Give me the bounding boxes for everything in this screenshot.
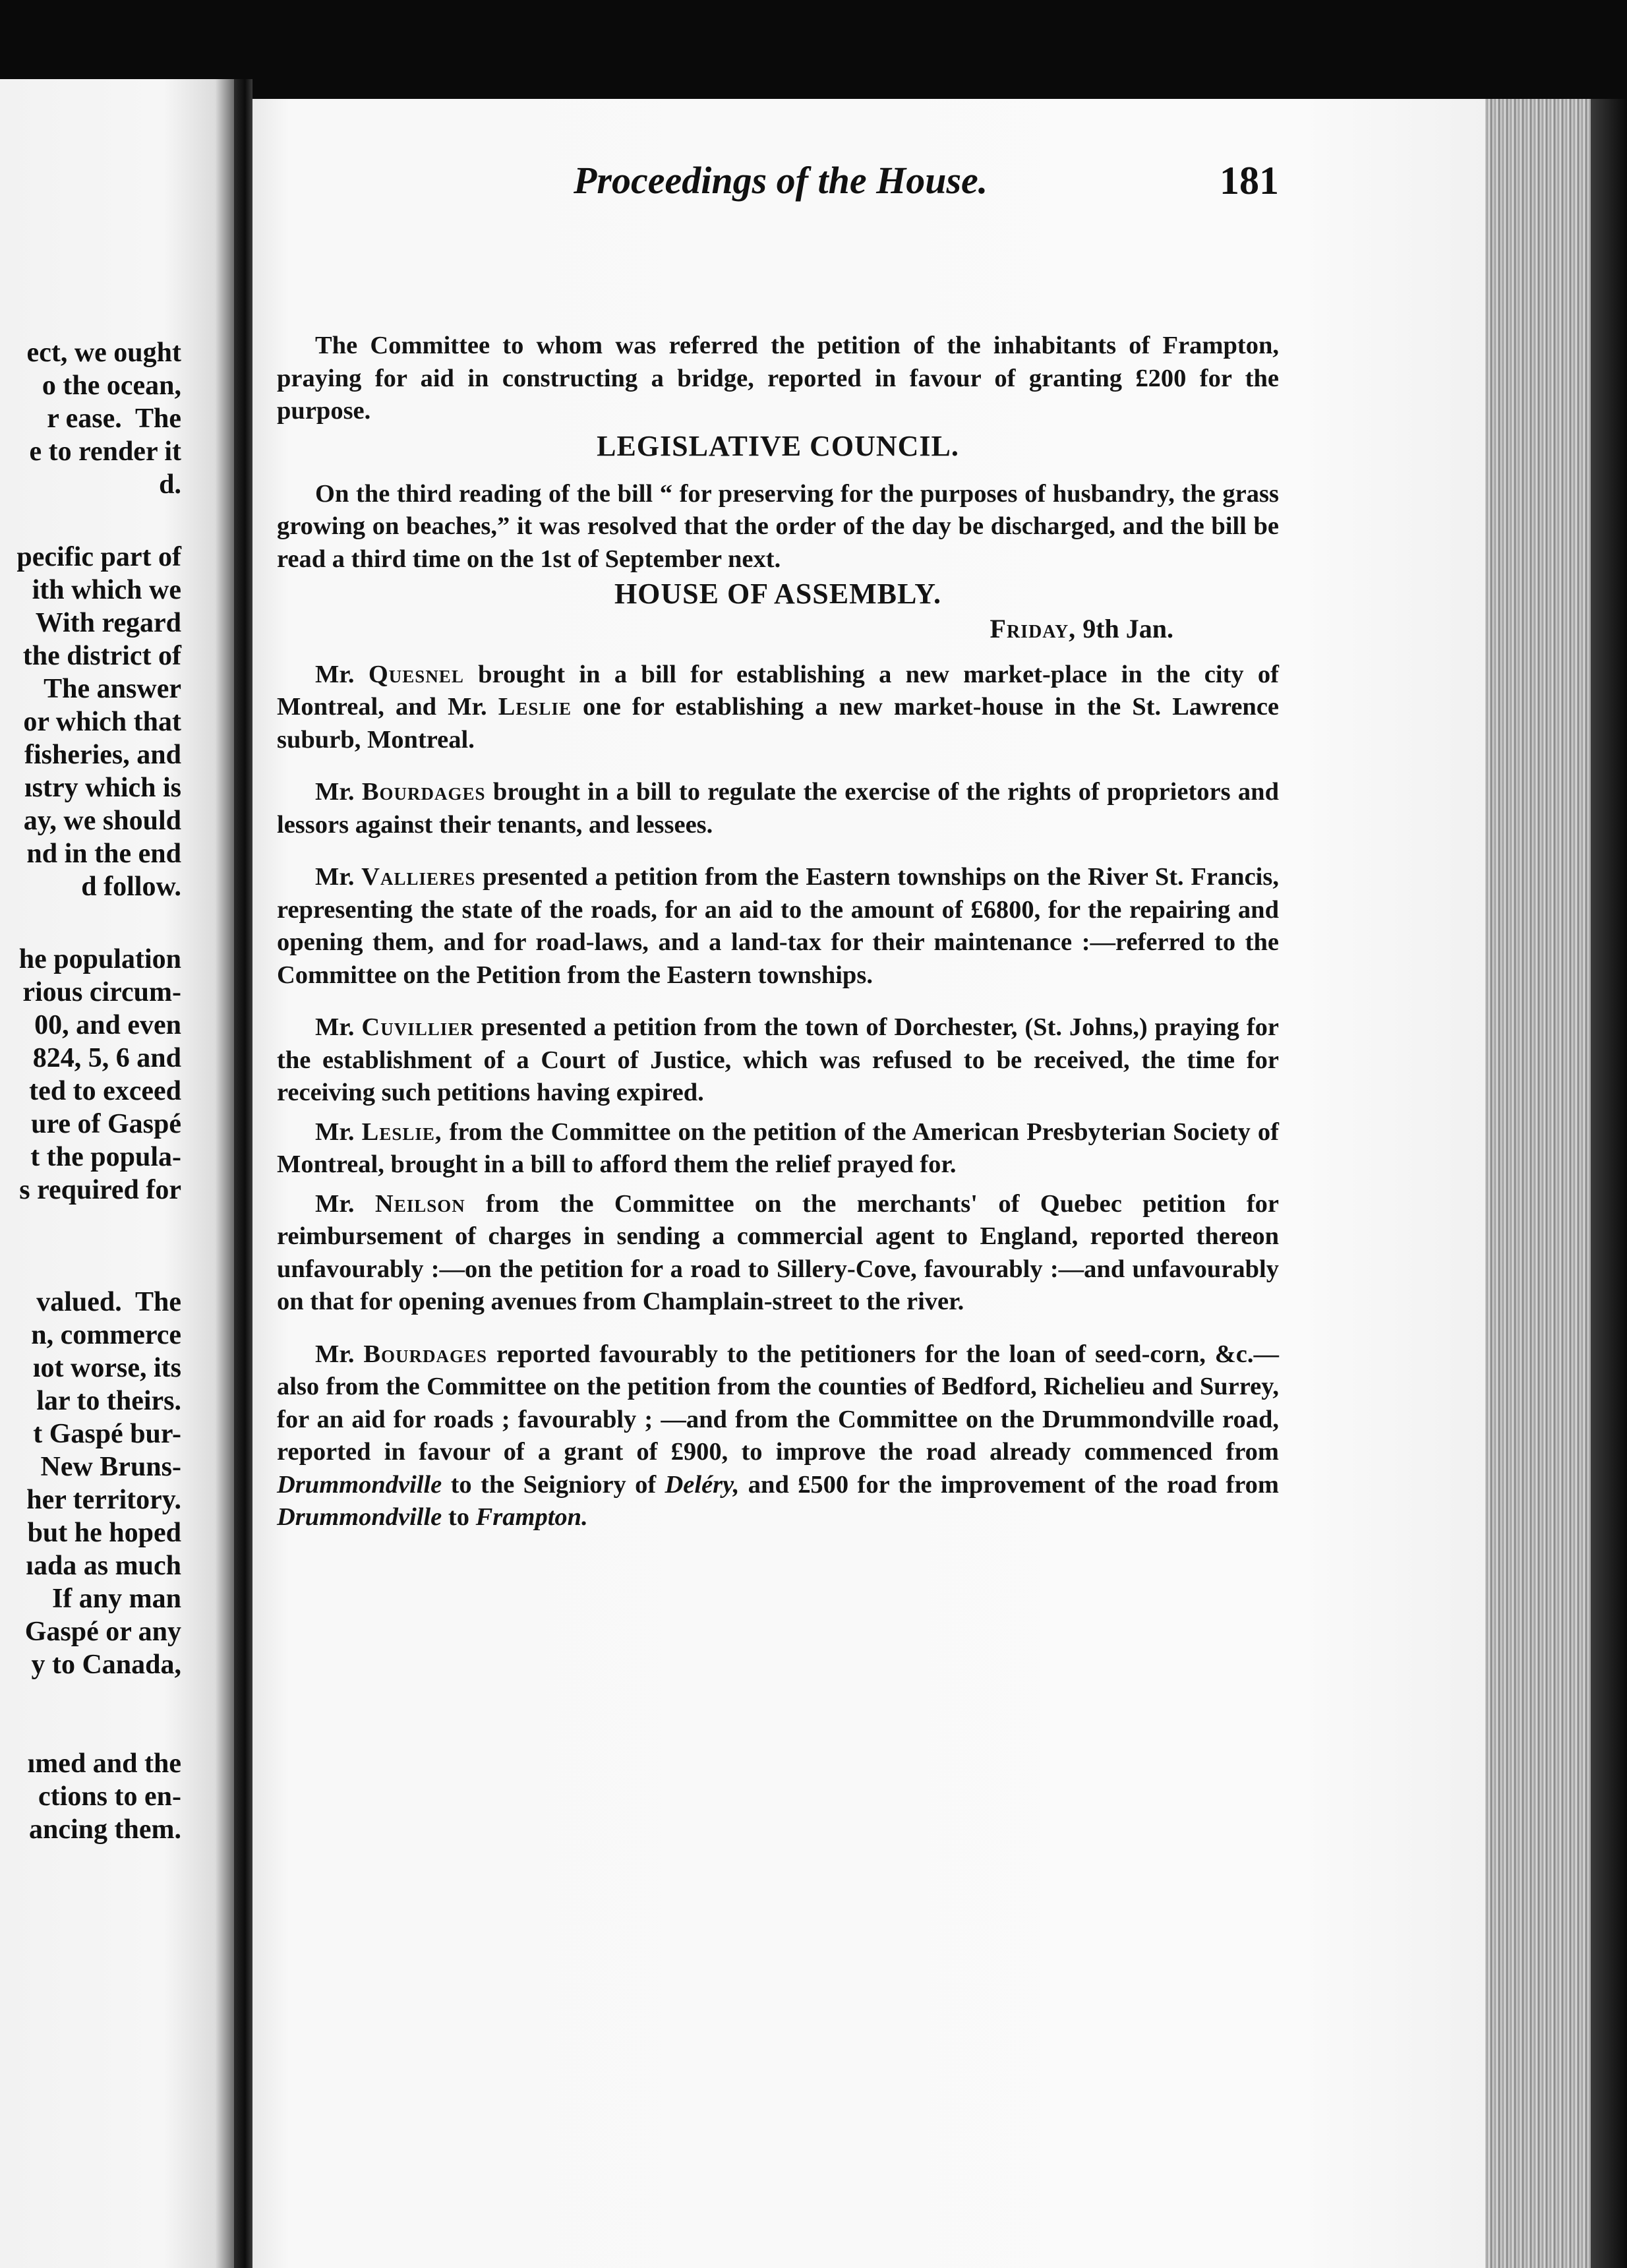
paragraph: On the third reading of the bill “ for preserving for the purposes of husbandry, the grass growing on beaches,” it was resolved that the order of the day be discharged, and the bill be read a third time on the 1st of September next. <box>277 479 1279 573</box>
text: Mr. <box>315 778 362 806</box>
left-page-fragment-line: her territory. <box>26 1485 181 1515</box>
left-page-fragment-line: ımed and the <box>27 1748 181 1779</box>
text: Mr. <box>315 1118 362 1146</box>
left-page-fragment-line: n, commerce <box>31 1320 181 1350</box>
text: from the Committee on the petition of the American Presbyterian Society of Montreal, brought in a bill to afford them the relief prayed for. <box>277 1118 1279 1178</box>
left-page-fragment-line: ancing them. <box>29 1814 181 1845</box>
paragraph <box>277 1116 1279 1181</box>
place-name: Drummondville <box>277 1503 442 1531</box>
speaker-name: Leslie, <box>361 1118 442 1146</box>
paragraph <box>277 1011 1279 1110</box>
left-page <box>0 79 234 2268</box>
speaker-name: Bourdages <box>363 1340 488 1368</box>
text: Mr. <box>315 863 362 891</box>
running-head: Proceedings of the House. <box>574 159 988 202</box>
paragraph: The Committee to whom was referred the petition of the inhabitants of Frampton, praying for aid in constructing a bridge, reported in favour of granting £200 for the purpose. <box>277 332 1279 425</box>
left-page-fragment-line: but he hoped <box>27 1518 181 1548</box>
text: Mr. <box>315 1189 375 1218</box>
text: presented a petition from the Eastern townships on the River St. Francis, representing the state of the roads, for an aid to the amount of £6800, for the repairing and opening them, and for road-laws, and a land-tax for their maintenance :—referred to the Committee on the Petition from the Eastern townships. <box>277 863 1279 989</box>
section-heading: LEGISLATIVE COUNCIL. <box>597 429 959 462</box>
left-page-fragment-line: lar to theirs. <box>36 1386 181 1416</box>
left-page-fragment-line: The answer <box>44 674 181 704</box>
speaker-name: Cuvillier <box>361 1013 474 1041</box>
date-day: Friday, <box>990 614 1077 643</box>
text: Mr. <box>315 660 369 688</box>
text: Mr. <box>315 1013 362 1041</box>
speaker-name: Leslie <box>498 693 572 721</box>
book-gutter <box>234 79 252 2268</box>
left-page-fragment-line: he population <box>18 944 181 974</box>
left-page-fragment-line: y to Canada, <box>31 1650 181 1680</box>
paragraph <box>277 861 1279 992</box>
text: to the Seigniory of <box>442 1470 665 1499</box>
left-page-fragment-line: ctions to en- <box>38 1781 181 1812</box>
text: and £500 for the improvement of the road from <box>739 1470 1279 1499</box>
text: brought in a bill to regulate the exercise of the rights of proprietors and lessors against their tenants, and lessees. <box>277 778 1279 839</box>
text: reported favourably to the petitioners for the loan of seed-corn, &c.—also from the Committee on the petition from the counties of Bedford, Richelieu and Surrey, for an aid for roads ; favourably ; —and from the Committee on the Drummondville road, reported in favour of a grant of £900, to improve the road already commenced from <box>277 1340 1279 1466</box>
date-text: 9th Jan. <box>1076 614 1173 643</box>
page-header <box>316 158 1279 211</box>
speaker-name: Bourdages <box>361 778 486 806</box>
left-page-fragment-line: ıot worse, its <box>32 1353 181 1383</box>
left-page-fragment-block <box>16 541 181 903</box>
page-number: 181 <box>1220 159 1279 202</box>
paragraph <box>277 659 1279 757</box>
paragraph <box>277 1338 1279 1534</box>
place-name: Deléry, <box>665 1470 740 1499</box>
left-page-fragment-line: d. <box>159 469 181 500</box>
left-page-fragment-line: New Bruns- <box>40 1452 181 1482</box>
left-page-fragment-line: ted to exceed <box>29 1076 181 1106</box>
left-page-fragment-line: With regard <box>35 608 181 638</box>
left-page-fragment-line: the district of <box>22 641 181 671</box>
left-page-fragment-block <box>25 1286 181 1681</box>
speaker-name: Quesnel <box>368 660 464 688</box>
text: from the Committee on the merchants' of Quebec petition for reimbursement of charges in sending a commercial agent to England, reported thereon unfavourably :—on the petition for a road to Sillery-Cove, favourably :—and unfavourably on that for opening avenues from Champlain-street to the river. <box>277 1189 1279 1315</box>
book-edge-shadow <box>1591 99 1627 2268</box>
left-page-fragment-line: valued. The <box>36 1287 181 1317</box>
left-page-fragment-line: ay, we should <box>23 806 181 836</box>
speaker-name: Vallieres <box>361 863 476 891</box>
left-page-fragment-line: ect, we ought <box>26 338 181 368</box>
left-page-fragment-block <box>19 943 181 1207</box>
section-heading: HOUSE OF ASSEMBLY. <box>614 578 942 610</box>
text: brought in a bill for establishing a new market-place in the city of Montreal, and Mr. <box>277 660 1279 721</box>
page-body <box>277 330 1279 1534</box>
page-edges <box>1485 99 1591 2268</box>
speaker-name: Neilson <box>374 1189 465 1218</box>
left-page-fragment-line: Gaspé or any <box>24 1617 181 1647</box>
left-page-fragment-line: o the ocean, <box>42 371 181 401</box>
place-name: Frampton. <box>475 1503 588 1531</box>
date-line <box>277 612 1279 645</box>
text: to <box>442 1503 476 1531</box>
left-page-fragment-block <box>27 336 181 501</box>
left-page-fragment-line: ıada as much <box>26 1551 181 1581</box>
left-page-fragment-line: 00, and even <box>34 1010 181 1040</box>
text: one for establishing a new market-house in the St. Lawrence suburb, Montreal. <box>277 693 1280 754</box>
text: presented a petition from the town of Dorchester, (St. Johns,) praying for the establishment of a Court of Justice, which was refused to be received, the time for receiving such petitions having expired. <box>277 1013 1279 1106</box>
left-page-fragment-line: pecific part of <box>16 542 181 572</box>
left-page-fragment-line: or which that <box>23 707 181 737</box>
left-page-fragment-line: e to render it <box>29 436 181 467</box>
paragraph <box>277 776 1279 841</box>
left-page-fragment-line: s required for <box>19 1175 181 1205</box>
left-page-fragment-line: t Gaspé bur- <box>33 1419 181 1449</box>
left-page-fragment-block <box>28 1747 181 1846</box>
left-page-fragment-line: If any man <box>51 1584 181 1614</box>
left-page-fragment-line: d follow. <box>81 872 181 902</box>
place-name: Drummondville <box>277 1470 442 1499</box>
text: Mr. <box>315 1340 364 1368</box>
paragraph <box>277 1188 1279 1319</box>
left-page-fragment-line: rious circum- <box>22 977 181 1007</box>
left-page-fragment-line: nd in the end <box>26 839 181 869</box>
left-page-fragment-line: r ease. The <box>47 403 181 434</box>
left-page-fragment-line: fisheries, and <box>24 740 181 770</box>
left-page-fragment-line: t the popula- <box>30 1142 181 1172</box>
left-page-fragment-line: ith which we <box>32 575 181 605</box>
left-page-fragment-line: 824, 5, 6 and <box>32 1043 181 1073</box>
left-page-fragment-line: ure of Gaspé <box>31 1109 181 1139</box>
left-page-fragment-line: ıstry which is <box>24 773 181 803</box>
